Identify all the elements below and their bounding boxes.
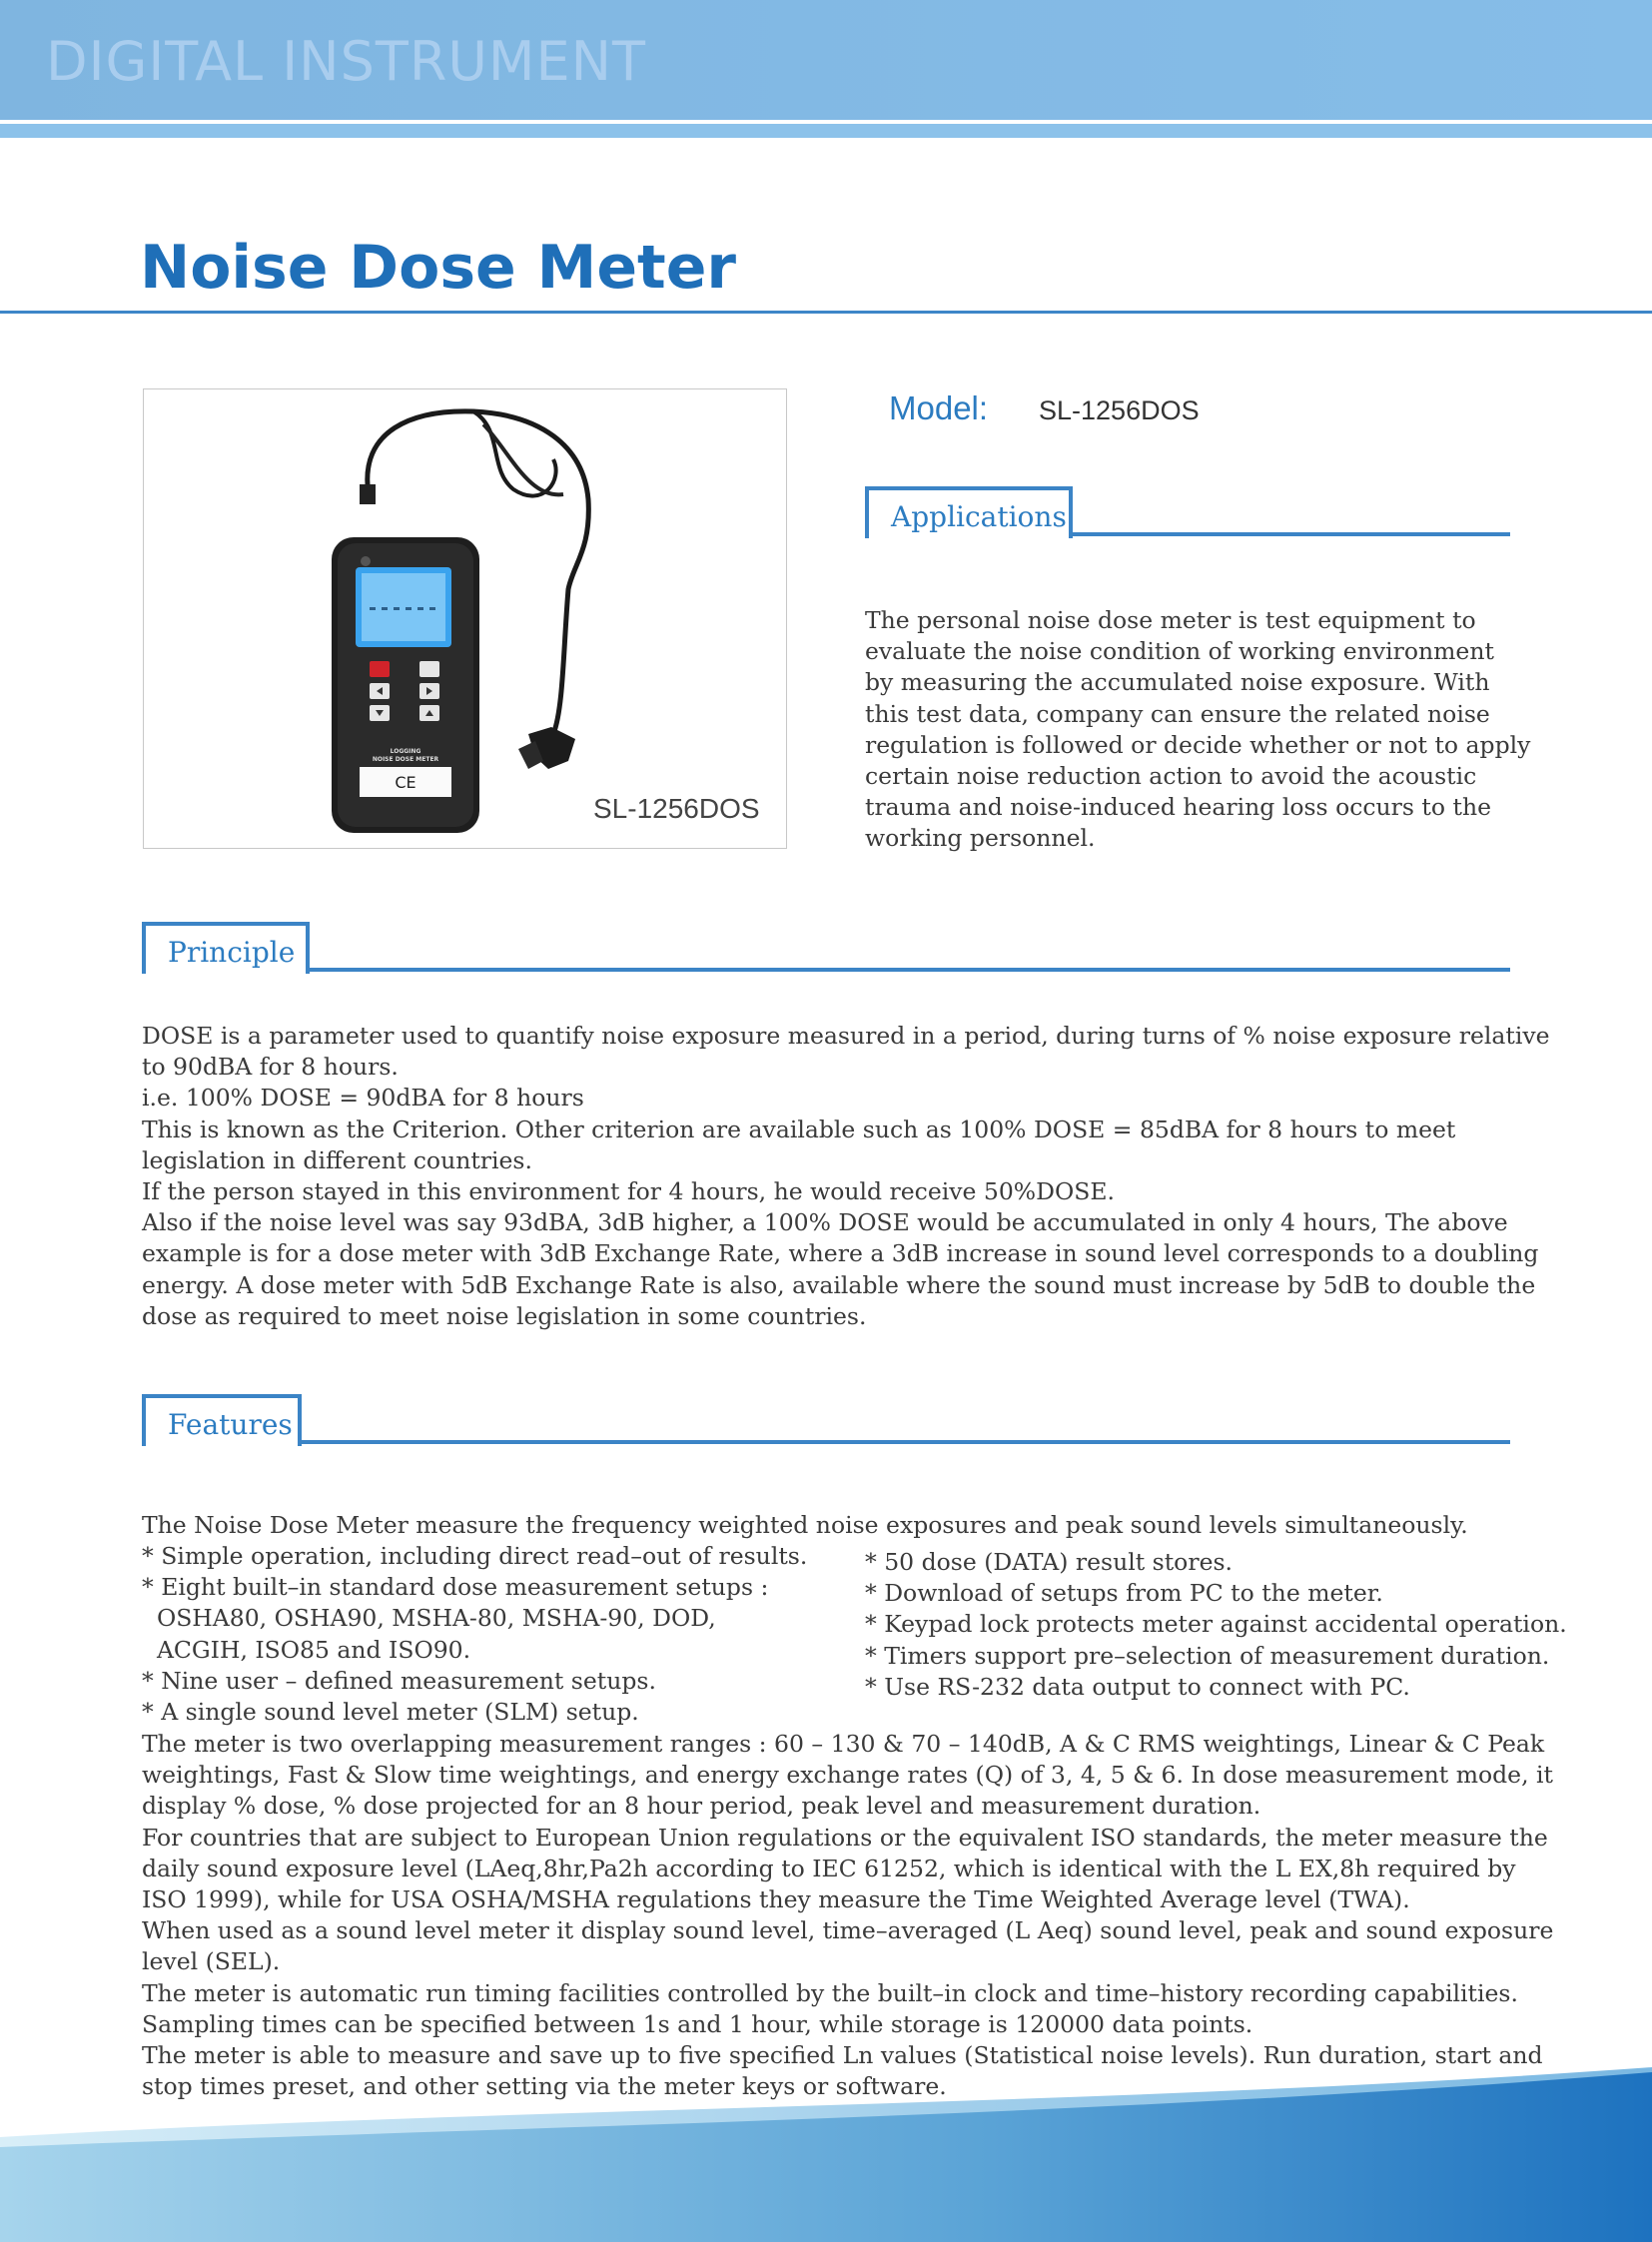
applications-line: regulation is followed or decide whether or not to apply xyxy=(865,730,1531,759)
model-value: SL-1256DOS xyxy=(1039,395,1200,425)
principle-line: Also if the noise level was say 93dBA, 3dB higher, a 100% DOSE would be accumulated in only 4 hours, The above xyxy=(142,1208,1508,1237)
features-rule-left xyxy=(142,1394,146,1444)
principle-line: dose as required to meet noise legislation in some countries. xyxy=(142,1301,867,1330)
feature-list-item: ACGIH, ISO85 and ISO90. xyxy=(142,1635,471,1664)
device-label-line2: NOISE DOSE METER xyxy=(372,756,439,763)
principle-line: legislation in different countries. xyxy=(142,1145,532,1174)
applications-text xyxy=(865,605,1530,855)
features-body-line: The meter is two overlapping measurement ranges : 60 – 130 & 70 – 140dB, A & C RMS weightings, Linear & C Peak xyxy=(142,1730,1545,1758)
title-divider xyxy=(0,311,1652,314)
applications-line: evaluate the noise condition of working environment xyxy=(865,637,1494,666)
features-rule xyxy=(298,1440,1510,1444)
features-body-line: display % dose, % dose projected for an 8 hour period, peak level and measurement duration. xyxy=(142,1792,1261,1821)
brand-title: DIGITAL INSTRUMENT xyxy=(46,30,646,93)
model-label: Model: xyxy=(889,389,989,426)
product-image-frame xyxy=(143,388,787,849)
applications-line: certain noise reduction action to avoid the acoustic xyxy=(865,762,1477,791)
features-left-list xyxy=(142,1541,807,1728)
feature-list-item: * Use RS-232 data output to connect with PC. xyxy=(865,1672,1410,1701)
feature-list-item: * Nine user – defined measurement setups. xyxy=(142,1666,656,1695)
features-body-line: daily sound exposure level (LAeq,8hr,Pa2h according to IEC 61252, which is identical with the L EX,8h required by xyxy=(142,1854,1516,1882)
applications-line: this test data, company can ensure the related noise xyxy=(865,699,1490,728)
noise-dose-meter-device-illustration xyxy=(144,389,788,850)
footer-wave xyxy=(0,1997,1652,2242)
features-body-line: level (SEL). xyxy=(142,1947,281,1976)
principle-text xyxy=(142,1021,1550,1332)
features-body-line: For countries that are subject to European Union regulations or the equivalent ISO standards, the meter measure the xyxy=(142,1823,1548,1852)
applications-heading: Applications xyxy=(865,486,1073,538)
principle-line: to 90dBA for 8 hours. xyxy=(142,1053,399,1082)
feature-list-item: * Timers support pre–selection of measurement duration. xyxy=(865,1641,1550,1670)
applications-line: working personnel. xyxy=(865,824,1096,853)
device-label-line1: LOGGING xyxy=(390,748,421,755)
ce-mark: CE xyxy=(395,773,416,792)
features-heading: Features xyxy=(142,1394,302,1446)
applications-line: by measuring the accumulated noise exposure. With xyxy=(865,668,1490,697)
feature-list-item: * 50 dose (DATA) result stores. xyxy=(865,1548,1234,1576)
principle-rule-left xyxy=(142,922,146,972)
principle-line: If the person stayed in this environment for 4 hours, he would receive 50%DOSE. xyxy=(142,1177,1115,1206)
applications-line: The personal noise dose meter is test equipment to xyxy=(865,606,1476,634)
header-stripe xyxy=(0,124,1652,138)
feature-list-item: * Download of setups from PC to the meter. xyxy=(865,1579,1383,1608)
product-caption: SL-1256DOS xyxy=(593,793,760,824)
principle-line: i.e. 100% DOSE = 90dBA for 8 hours xyxy=(142,1084,584,1113)
features-right-list xyxy=(865,1547,1567,1703)
applications-rule-left xyxy=(865,486,869,536)
features-body-line: ISO 1999), while for USA OSHA/MSHA regulations they measure the Time Weighted Average level (TWA). xyxy=(142,1885,1410,1914)
applications-rule xyxy=(1069,532,1510,536)
principle-line: example is for a dose meter with 3dB Exchange Rate, where a 3dB increase in sound level corresponds to a doubling xyxy=(142,1239,1539,1268)
feature-list-item: * Simple operation, including direct read–out of results. xyxy=(142,1542,808,1570)
principle-line: DOSE is a parameter used to quantify noise exposure measured in a period, during turns of % noise exposure relative xyxy=(142,1022,1550,1050)
principle-line: energy. A dose meter with 5dB Exchange Rate is also, available where the sound must increase by 5dB to double the xyxy=(142,1270,1536,1299)
feature-list-item: * Keypad lock protects meter against accidental operation. xyxy=(865,1610,1567,1639)
features-intro: The Noise Dose Meter measure the frequency weighted noise exposures and peak sound levels simultaneously. xyxy=(142,1511,1468,1539)
features-body-line: The meter is able to measure and save up to five specified Ln values (Statistical noise levels). Run duration, start and xyxy=(142,2041,1543,2070)
features-body-line: stop times preset, and other setting via the meter keys or software. xyxy=(142,2072,947,2101)
principle-line: This is known as the Criterion. Other criterion are available such as 100% DOSE = 85dBA for 8 hours to meet xyxy=(142,1115,1456,1143)
principle-rule xyxy=(306,968,1510,972)
features-body-line: The meter is automatic run timing facilities controlled by the built–in clock and time–history recording capabilities. xyxy=(142,1978,1518,2007)
features-body-line: When used as a sound level meter it display sound level, time–averaged (L Aeq) sound level, peak and sound exposure xyxy=(142,1916,1554,1945)
applications-line: trauma and noise-induced hearing loss occurs to the xyxy=(865,793,1491,822)
principle-heading: Principle xyxy=(142,922,310,974)
features-body-line: weightings, Fast & Slow time weightings, and energy exchange rates (Q) of 3, 4, 5 & 6. In dose measurement mode, it xyxy=(142,1761,1553,1790)
features-body-line: Sampling times can be specified between 1s and 1 hour, while storage is 120000 data points. xyxy=(142,2009,1253,2038)
feature-list-item: * Eight built–in standard dose measurement setups : xyxy=(142,1573,769,1602)
feature-list-item: * A single sound level meter (SLM) setup. xyxy=(142,1698,639,1727)
page-title: Noise Dose Meter xyxy=(140,233,736,303)
feature-list-item: OSHA80, OSHA90, MSHA-80, MSHA-90, DOD, xyxy=(142,1604,716,1633)
